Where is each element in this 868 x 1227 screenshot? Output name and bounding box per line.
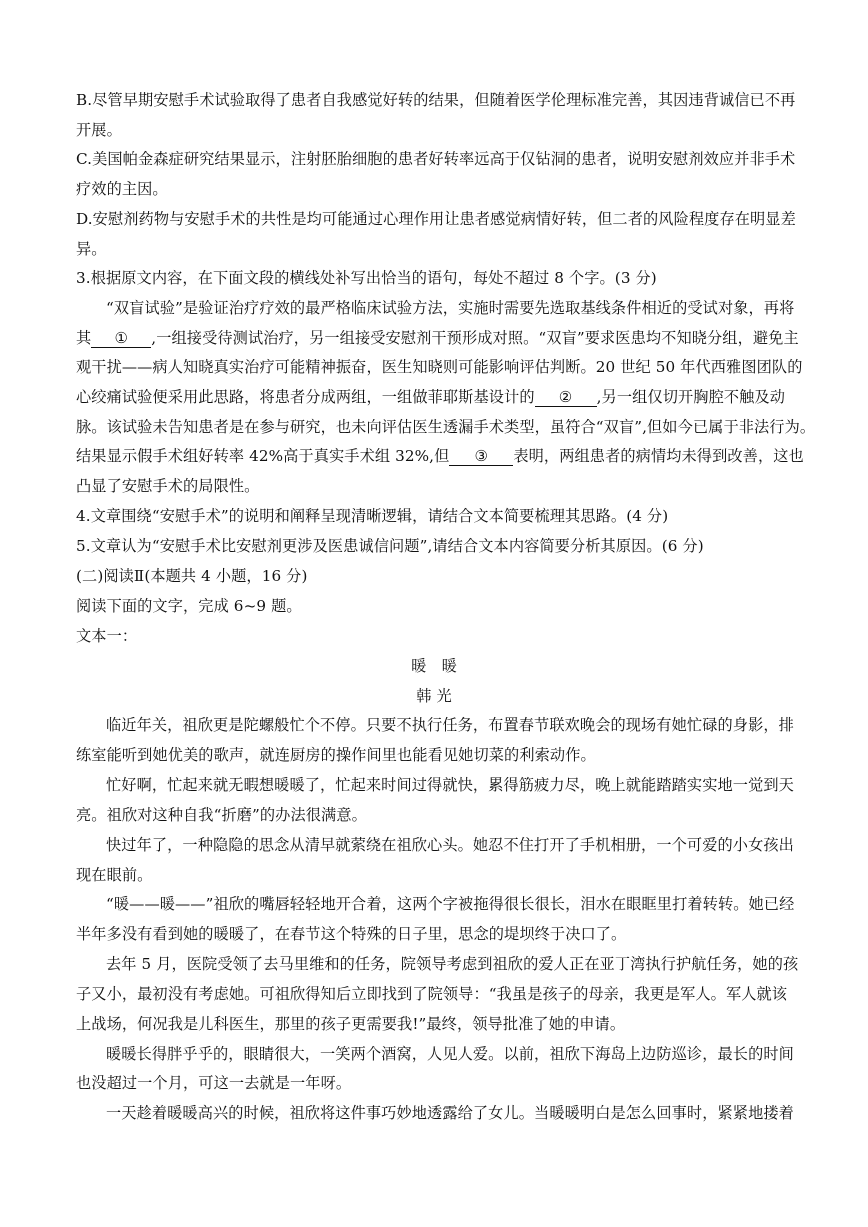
passage-text: ,另一组仅切开胸腔不触及动 bbox=[596, 388, 786, 406]
answer-blank-3[interactable]: ③ bbox=[449, 447, 513, 466]
story-paragraph-line: 亮。祖欣对这种自我“折磨”的办法很满意。 bbox=[76, 806, 367, 824]
answer-blank-2[interactable]: ② bbox=[535, 388, 597, 407]
story-paragraph-line: 练室能听到她优美的歌声，就连厨房的操作间里也能看见她切菜的利索动作。 bbox=[76, 746, 596, 764]
story-paragraph-line: 快过年了，一种隐隐的思念从清早就萦绕在祖欣心头。她忍不住打开了手机相册，一个可爱的小女孩出 bbox=[106, 836, 794, 854]
story-paragraph-line: 暖暖长得胖乎乎的，眼睛很大，一笑两个酒窝，人见人爱。以前，祖欣下海岛上边防巡诊，最长的时间 bbox=[106, 1045, 794, 1063]
option-b-line-1: B.尽管早期安慰手术试验取得了患者自我感觉好转的结果，但随着医学伦理标准完善，其因违背诚信已不再 bbox=[76, 91, 796, 109]
option-d-line-1: D.安慰剂药物与安慰手术的共性是均可能通过心理作用让患者感觉病情好转，但二者的风险程度存在明显差 bbox=[76, 210, 796, 228]
story-paragraph-line: 也没超过一个月，可这一去就是一年呀。 bbox=[76, 1074, 352, 1092]
passage-text: ,一组接受待测试治疗，另一组接受安慰剂干预形成对照。“双盲”要求医患均不知晓分组，避免主 bbox=[151, 329, 799, 347]
question-5: 5.文章认为“安慰手术比安慰剂更涉及医患诚信问题”,请结合文本内容简要分析其原因。(6 分) bbox=[76, 537, 704, 555]
story-title: 暖 暖 bbox=[411, 657, 457, 675]
passage-line: 凸显了安慰手术的局限性。 bbox=[76, 477, 260, 495]
passage-text: 其 bbox=[76, 329, 92, 347]
passage-line-with-blank-3 bbox=[76, 446, 804, 466]
passage-line: 脉。该试验未告知患者是在参与研究，也未向评估医生透漏手术类型，虽符合“双盲”,但如今已属于非法行为。 bbox=[76, 418, 816, 436]
passage-line: “双盲试验”是验证治疗疗效的最严格临床试验方法，实施时需要先选取基线条件相近的受试对象，再将 bbox=[106, 299, 795, 317]
option-c-line-1: C.美国帕金森症研究结果显示，注射胚胎细胞的患者好转率远高于仅钻洞的患者，说明安慰剂效应并非手术 bbox=[76, 150, 796, 168]
option-d-line-2: 异。 bbox=[76, 240, 107, 258]
section-instruction: 阅读下面的文字，完成 6~9 题。 bbox=[76, 597, 302, 615]
answer-blank-1[interactable]: ① bbox=[91, 329, 151, 348]
story-paragraph-line: 子又小，最初没有考虑她。可祖欣得知后立即找到了院领导：“我虽是孩子的母亲，我更是军人。军人就该 bbox=[76, 985, 788, 1003]
story-paragraph-line: 半年多没有看到她的暖暖了，在春节这个特殊的日子里，思念的堤坝终于决口了。 bbox=[76, 925, 627, 943]
story-paragraph-line: “暖——暖——”祖欣的嘴唇轻轻地开合着，这两个字被拖得很长很长，泪水在眼眶里打着转转。她已经 bbox=[106, 895, 795, 913]
passage-text: 心绞痛试验便采用此思路，将患者分成两组，一组做菲耶斯基设计的 bbox=[76, 388, 535, 406]
passage-text: 结果显示假手术组好转率 42%高于真实手术组 32%,但 bbox=[76, 447, 450, 465]
story-paragraph-line: 一天趁着暖暖高兴的时候，祖欣将这件事巧妙地透露给了女儿。当暖暖明白是怎么回事时，紧紧地搂着 bbox=[106, 1104, 794, 1122]
question-3: 3.根据原文内容，在下面文段的横线处补写出恰当的语句，每处不超过 8 个字。(3 分) bbox=[76, 269, 657, 287]
option-c-line-2: 疗效的主因。 bbox=[76, 180, 168, 198]
story-author: 韩 光 bbox=[416, 687, 452, 705]
story-paragraph-line: 上战场，何况我是儿科医生，那里的孩子更需要我!”最终，领导批准了她的申请。 bbox=[76, 1015, 626, 1033]
option-b-line-2: 开展。 bbox=[76, 121, 122, 139]
passage-line-with-blank-1 bbox=[76, 328, 800, 348]
text-one-label: 文本一： bbox=[76, 627, 138, 645]
section-heading: (二)阅读Ⅱ(本题共 4 小题，16 分) bbox=[76, 567, 308, 585]
story-paragraph-line: 忙好啊，忙起来就无暇想暖暖了，忙起来时间过得就快，累得筋疲力尽，晚上就能踏踏实实地一觉到天 bbox=[106, 776, 794, 794]
story-paragraph-line: 临近年关，祖欣更是陀螺般忙个不停。只要不执行任务，布置春节联欢晚会的现场有她忙碌的身影，排 bbox=[106, 716, 794, 734]
passage-line-with-blank-2 bbox=[76, 387, 800, 407]
passage-line: 观干扰——病人知晓真实治疗可能精神振奋，医生知晓则可能影响评估判断。20 世纪 50 年代西雅图团队的 bbox=[76, 358, 803, 376]
story-paragraph-line: 现在眼前。 bbox=[76, 866, 153, 884]
question-4: 4.文章围绕“安慰手术”的说明和阐释呈现清晰逻辑，请结合文本简要梳理其思路。(4 分) bbox=[76, 507, 669, 525]
story-paragraph-line: 去年 5 月，医院受领了去马里维和的任务，院领导考虑到祖欣的爱人正在亚丁湾执行护航任务，她的孩 bbox=[106, 955, 799, 973]
passage-text: 表明，两组患者的病情均未得到改善，这也 bbox=[513, 447, 804, 465]
